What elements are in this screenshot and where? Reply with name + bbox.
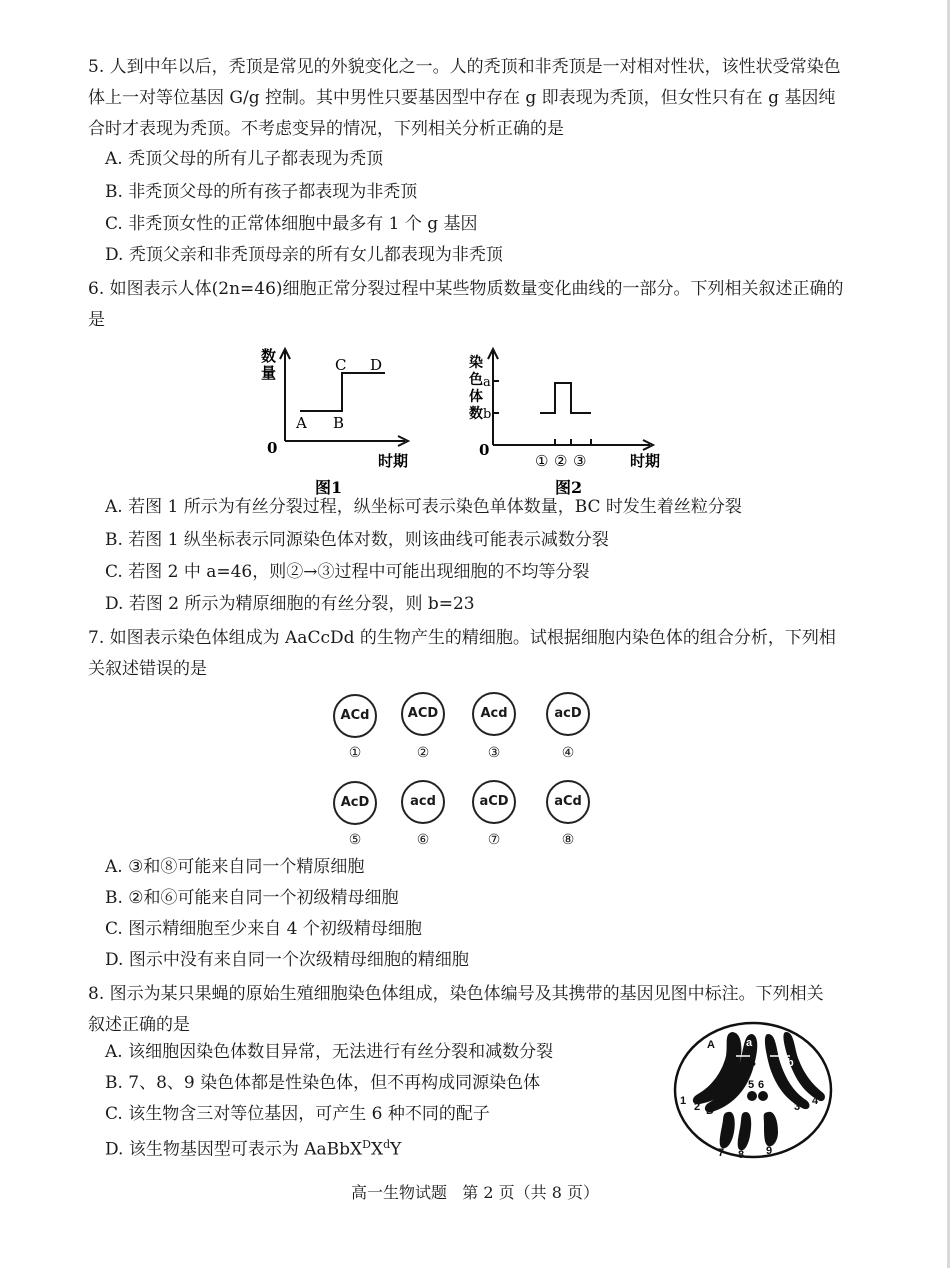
- fig1-point-d: D: [370, 356, 383, 374]
- q8-option-d: [105, 1133, 401, 1162]
- fig2-curve: [540, 383, 591, 413]
- fig1-origin: 0: [267, 439, 278, 457]
- q7-stem: 7. 如图表示染色体组成为 AaCcDd 的生物产生的精细胞。试根据细胞内染色体的组合分析，下列相关叙述错误的是: [88, 628, 836, 679]
- page-footer: 高一生物试题 第 2 页（共 8 页）: [351, 1183, 599, 1202]
- gene-label-a: a: [746, 1037, 753, 1049]
- sperm-cell-7: aCD: [472, 780, 516, 824]
- gene-label-d: d: [734, 1101, 741, 1113]
- fig2-xlabel: 时期: [630, 452, 661, 470]
- q6-figure-2: [465, 343, 665, 498]
- q8-option-d-sup1: D: [362, 1138, 371, 1151]
- chromosome-number-4: 4: [812, 1095, 819, 1107]
- sperm-cell-1: ACd: [333, 694, 377, 738]
- q8-option-c: C. 该生物含三对等位基因，可产生 6 种不同的配子: [105, 1104, 490, 1124]
- q7-option-d: D. 图示中没有来自同一个次级精母细胞的精细胞: [105, 950, 469, 970]
- fig1-point-c: C: [335, 356, 347, 374]
- q8-option-d-mid: X: [370, 1139, 384, 1160]
- fig2-tick-a: a: [483, 375, 491, 390]
- q6-stem: 6. 如图表示人体(2n=46)细胞正常分裂过程中某些物质数量变化曲线的一部分。下列相关叙述正确的是: [88, 279, 844, 330]
- fig2-xtick-3: ③: [573, 452, 587, 470]
- chromosome-number-6: 6: [758, 1079, 765, 1091]
- q6-option-a: A. 若图 1 所示为有丝分裂过程，纵坐标可表示染色单体数量，BC 时发生着丝粒分裂: [105, 497, 742, 517]
- chromosome-number-1: 1: [680, 1095, 687, 1107]
- sperm-cell-8-number: ⑧: [561, 832, 575, 848]
- q8-option-d-prefix: D. 该生物基因型可表示为 AaBbX: [105, 1139, 363, 1160]
- q8-option-a: A. 该细胞因染色体数目异常，无法进行有丝分裂和减数分裂: [105, 1042, 554, 1062]
- q7-option-a: A. ③和⑧可能来自同一个精原细胞: [105, 857, 365, 877]
- sperm-cell-1-number: ①: [348, 745, 362, 761]
- fig2-ylabel-2: 色: [469, 372, 483, 388]
- q5-option-b: B. 非秃顶父母的所有孩子都表现为非秃顶: [105, 182, 418, 202]
- fig2-tick-b: b: [483, 407, 492, 422]
- sperm-cell-2: ACD: [401, 692, 445, 736]
- sperm-cell-6-number: ⑥: [416, 832, 430, 848]
- sperm-cell-4: acD: [546, 692, 590, 736]
- sperm-cell-4-number: ④: [561, 745, 575, 761]
- fig1-xlabel: 时期: [378, 452, 409, 470]
- q8-option-d-suffix: Y: [390, 1139, 402, 1160]
- chromosome-number-5: 5: [748, 1079, 755, 1091]
- sperm-cell-5: AcD: [333, 781, 377, 825]
- chromosome-5: [747, 1091, 757, 1101]
- q6-figure-1: [255, 343, 425, 498]
- sperm-cell-5-number: ⑤: [348, 832, 362, 848]
- q6-option-d: D. 若图 2 所示为精原细胞的有丝分裂，则 b=23: [105, 594, 475, 614]
- sperm-cell-3: Acd: [472, 692, 516, 736]
- q5-stem: 5. 人到中年以后，秃顶是常见的外貌变化之一。人的秃顶和非秃顶是一对相对性状，该性状受常染色体上一对等位基因 G/g 控制。其中男性只要基因型中存在 g 即表现为秃顶，但女性只有在 g 基因纯合时才表现为秃顶。不考虑变异的情况，下列相关分析正确的是: [88, 57, 841, 139]
- fig1-caption: 图1: [315, 478, 343, 497]
- gene-label-b: b: [787, 1057, 794, 1069]
- fig2-origin: 0: [479, 441, 490, 459]
- q5-option-c: C. 非秃顶女性的正常体细胞中最多有 1 个 g 基因: [105, 214, 478, 234]
- q8-option-b: B. 7、8、9 染色体都是性染色体，但不再构成同源染色体: [105, 1073, 541, 1093]
- fig1-curve: [300, 373, 385, 411]
- fig1-ylabel-2: 量: [261, 364, 277, 382]
- q8-stem: 8. 图示为某只果蝇的原始生殖细胞染色体组成，染色体编号及其携带的基因见图中标注。下列相关叙述正确的是: [88, 984, 824, 1035]
- q5-option-d: D. 秃顶父亲和非秃顶母亲的所有女儿都表现为非秃顶: [105, 245, 503, 265]
- fig2-ylabel-4: 数: [469, 406, 483, 422]
- fig2-ylabel-1: 染: [469, 355, 483, 371]
- chromosome-number-3: 3: [794, 1101, 801, 1113]
- q8-option-d-sup2: d: [383, 1138, 391, 1151]
- gene-label-D: D: [706, 1105, 714, 1117]
- sperm-cell-7-number: ⑦: [487, 832, 501, 848]
- sperm-cell-2-number: ②: [416, 745, 430, 761]
- chromosome-number-8: 8: [738, 1149, 745, 1160]
- sperm-cell-3-number: ③: [487, 745, 501, 761]
- sperm-cell-6: acd: [401, 780, 445, 824]
- fig1-point-a: A: [296, 414, 307, 432]
- gene-label-A: A: [707, 1039, 715, 1051]
- chromosome-number-7: 7: [718, 1147, 725, 1159]
- fig2-xtick-2: ②: [554, 452, 568, 470]
- q5-option-a: A. 秃顶父母的所有儿子都表现为秃顶: [105, 149, 384, 169]
- sperm-cell-8: aCd: [546, 780, 590, 824]
- fig1-point-b: B: [333, 414, 345, 432]
- chromosome-number-2: 2: [694, 1101, 701, 1113]
- q7-option-c: C. 图示精细胞至少来自 4 个初级精母细胞: [105, 919, 422, 939]
- q7-option-b: B. ②和⑥可能来自同一个初级精母细胞: [105, 888, 399, 908]
- q8-chromosome-figure: [672, 1020, 834, 1160]
- fig1-ylabel-1: 数: [261, 347, 277, 365]
- q6-option-c: C. 若图 2 中 a=46，则②→③过程中可能出现细胞的不均等分裂: [105, 562, 590, 582]
- chromosome-6: [758, 1091, 768, 1101]
- fig2-ylabel-3: 体: [469, 389, 483, 405]
- gene-label-B: B: [748, 1057, 756, 1069]
- fig2-xtick-1: ①: [535, 452, 549, 470]
- chromosome-number-9: 9: [766, 1145, 773, 1157]
- q6-option-b: B. 若图 1 纵坐标表示同源染色体对数，则该曲线可能表示减数分裂: [105, 530, 609, 550]
- fig2-caption: 图2: [555, 478, 583, 497]
